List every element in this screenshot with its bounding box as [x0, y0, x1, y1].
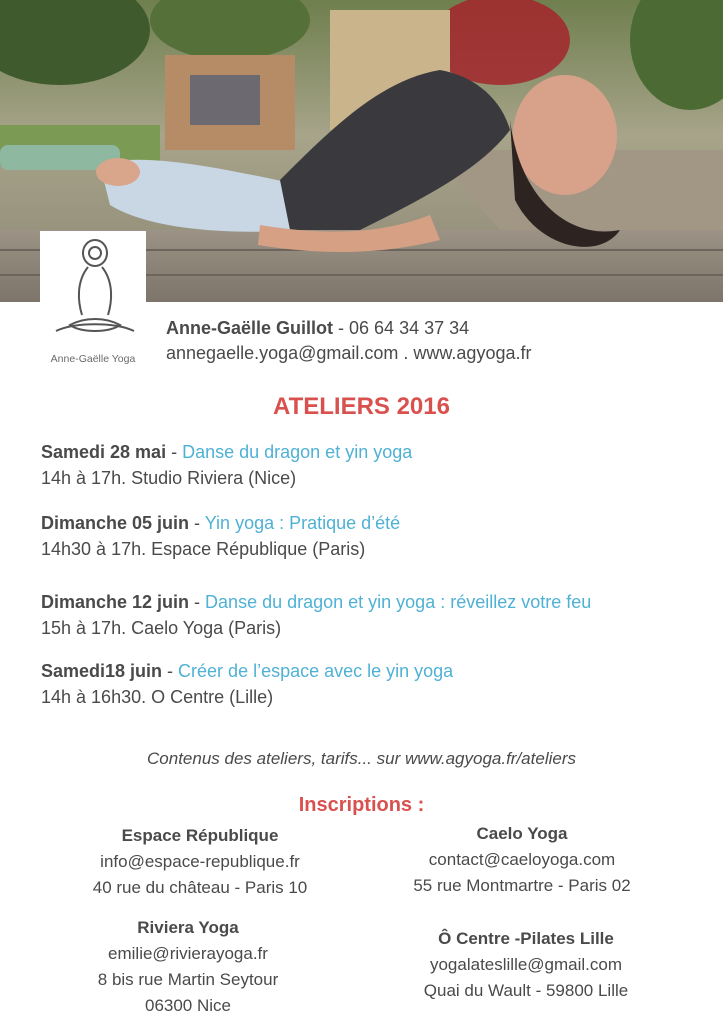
venue-line: Quai du Wault - 59800 Lille — [423, 981, 629, 1000]
contact-email-web: annegaelle.yoga@gmail.com . www.agyoga.fr — [166, 343, 532, 363]
workshop-item — [41, 658, 453, 710]
workshop-sep: - — [162, 661, 179, 681]
venue-name: Riviera Yoga — [137, 918, 239, 937]
contact-name-line — [166, 316, 531, 341]
venue-line: 8 bis rue Martin Seytour — [97, 970, 279, 989]
page-title: ATELIERS 2016 — [273, 393, 450, 420]
contact-phone: - 06 64 34 37 34 — [333, 318, 470, 338]
venue-caelo-yoga — [362, 821, 682, 899]
workshop-item — [41, 510, 400, 562]
venue-line: emilie@rivierayoga.fr — [108, 944, 268, 963]
workshop-details: 15h à 17h. Caelo Yoga (Paris) — [41, 618, 282, 638]
venue-name: Caelo Yoga — [476, 824, 568, 843]
venue-o-centre — [366, 926, 686, 1004]
venue-line: 55 rue Montmartre - Paris 02 — [413, 876, 631, 895]
workshop-details: 14h à 16h30. O Centre (Lille) — [41, 687, 274, 707]
logo-caption: Anne-Gaëlle Yoga — [50, 353, 136, 365]
workshop-item — [41, 589, 591, 641]
venue-name: Espace République — [121, 826, 279, 845]
contact-name: Anne-Gaëlle Guillot — [166, 318, 334, 338]
workshop-day: Samedi 28 mai — [41, 442, 167, 462]
workshop-sep: - — [166, 442, 183, 462]
workshop-topic: Créer de l’espace avec le yin yoga — [178, 661, 454, 681]
venue-line: 40 rue du château - Paris 10 — [92, 878, 308, 897]
workshop-sep: - — [189, 513, 205, 533]
workshop-details: 14h30 à 17h. Espace République (Paris) — [41, 539, 366, 559]
venue-line: yogalateslille@gmail.com — [429, 955, 623, 974]
workshop-day: Samedi18 juin — [41, 661, 163, 681]
logo — [40, 231, 146, 371]
venue-espace-republique — [40, 823, 360, 901]
venue-line: 06300 Nice — [144, 996, 231, 1015]
inscriptions-title: Inscriptions : — [298, 794, 425, 816]
workshop-day: Dimanche 05 juin — [41, 513, 190, 533]
workshop-day: Dimanche 12 juin — [41, 592, 190, 612]
workshop-sep: - — [189, 592, 206, 612]
workshop-topic: Yin yoga : Pratique d’été — [204, 513, 401, 533]
venue-riviera-yoga — [28, 915, 348, 1019]
workshop-item — [41, 439, 412, 491]
info-line: Contenus des ateliers, tarifs... sur www.agyoga.fr/ateliers — [147, 749, 576, 768]
venue-name: Ô Centre -Pilates Lille — [438, 929, 614, 948]
workshop-topic: Danse du dragon et yin yoga — [182, 442, 413, 462]
venue-line: contact@caeloyoga.com — [428, 850, 616, 869]
contact-block — [166, 316, 531, 366]
workshop-topic: Danse du dragon et yin yoga : réveillez votre feu — [205, 592, 592, 612]
meditation-figure-logo-icon — [50, 237, 136, 349]
venue-line: info@espace-republique.fr — [100, 852, 300, 871]
workshop-details: 14h à 17h. Studio Riviera (Nice) — [41, 468, 297, 488]
